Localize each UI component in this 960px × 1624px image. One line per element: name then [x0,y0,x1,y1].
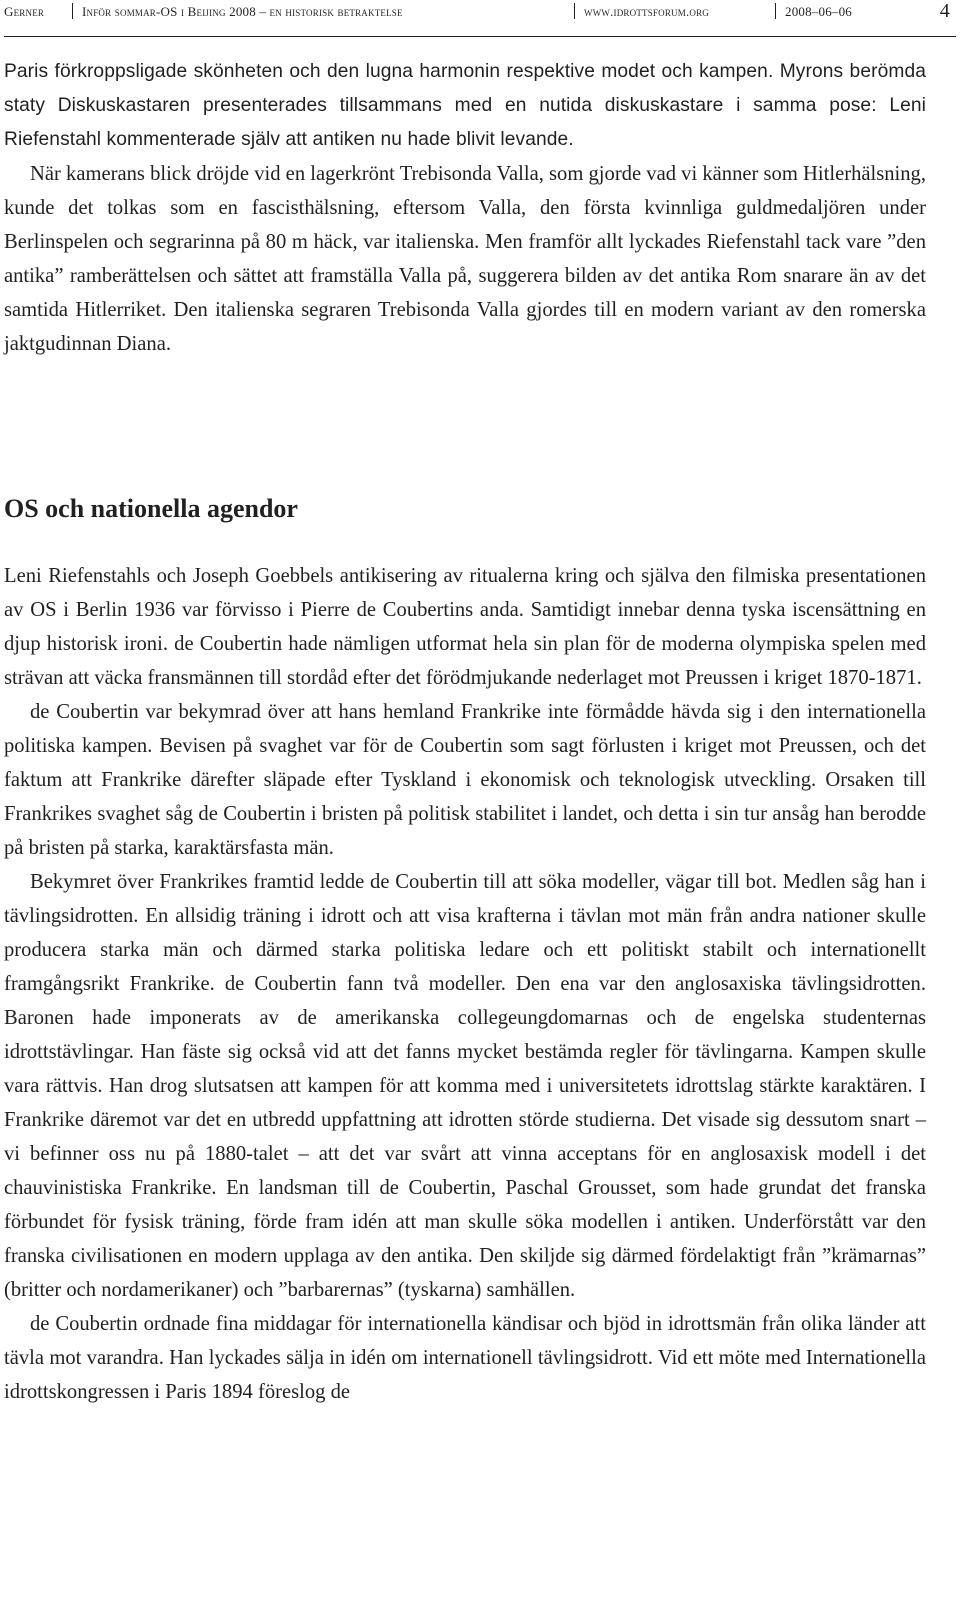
header-divider [72,3,73,19]
header-date: 2008–06–06 [785,4,852,19]
header-title: Inför sommar-OS i Beijing 2008 – en historisk betraktelse [82,4,403,19]
body-paragraph: de Coubertin ordnade fina middagar för internationella kändisar och bjöd in idrottsmän från olika länder att tävla mot varandra. Han lyckades sälja in idén om internationell tävlingsidrott. Vid ett möte med Internationella idrottskongressen i Paris 1894 föreslog de [4,1313,926,1403]
header-author: Gerner [4,4,45,19]
header-url: www.idrottsforum.org [584,4,709,19]
header-divider [574,3,575,19]
running-header [4,0,956,37]
page-number: 4 [939,0,950,22]
intro-paragraph: Paris förkroppsligade skönheten och den lugna harmonin respektive modet och kampen. Myrons berömda staty Diskuskastaren presenterades tillsammans med en nutida diskuskastare i samma pose: Leni Riefenstahl kommenterade själv att antiken nu hade blivit levande. [4,61,926,150]
intro-paragraph: När kamerans blick dröjde vid en lagerkrönt Trebisonda Valla, som gjorde vad vi känner som Hitlerhälsning, kunde det tolkas som en fascisthälsning, eftersom Valla, den första kvinnliga guldmedaljören under Berlinspelen och segrarinna på 80 m häck, var italienska. Men framför allt lyckades Riefenstahl tack vare ”den antika” ramberättelsen och sättet att framställa Valla på, suggerera bilden av det antika Rom snarare än av det samtida Hitlerriket. Den italienska segraren Trebisonda Valla gjordes till en modern variant av den romerska jaktgudinnan Diana. [4,163,926,355]
body-paragraph: Leni Riefenstahls och Joseph Goebbels antikisering av ritualerna kring och själva den filmiska presentationen av OS i Berlin 1936 var förvisso i Pierre de Coubertins anda. Samtidigt innebar denna tyska iscensättning en djup historisk ironi. de Coubertin hade nämligen utformat hela sin plan för de moderna olympiska spelen med strävan att väcka fransmännen till stordåd efter det förödmjukande nederlaget mot Preussen i kriget 1870-1871. [4,565,926,689]
header-divider [775,3,776,19]
section-heading: OS och nationella agendor [4,494,298,523]
section-body [4,559,926,1409]
intro-text [4,55,926,361]
body-paragraph: Bekymret över Frankrikes framtid ledde de Coubertin till att söka modeller, vägar till bot. Medlen såg han i tävlingsidrotten. En allsidig träning i idrott och att visa krafterna i tävlan mot män från andra nationer skulle producera starka män och därmed starka politiska ledare och ett politiskt stabilt och internationellt framgångsrikt Frankrike. de Coubertin fann två modeller. Den ena var den anglosaxiska tävlingsidrotten. Baronen hade imponerats av de amerikanska collegeungdomarnas och de engelska studenternas idrottstävlingar. Han fäste sig också vid att det fanns mycket bestämda regler för tävlingarna. Kampen skulle vara rättvis. Han drog slutsatsen att kampen för att komma med i universitetets idrottslag stärkte karaktären. I Frankrike däremot var det en utbredd uppfattning att idrotten störde studierna. Det visade sig dessutom snart – vi befinner oss nu på 1880-talet – att det var svårt att vinna acceptans för en anglosaxisk modell i det chauvinistiska Frankrike. En landsman till de Coubertin, Paschal Grousset, som hade grundat det franska förbundet för fysisk träning, förde fram idén att man skulle söka modellen i antiken. Underförstått var den franska civilisationen en modern upplaga av den antika. Den skiljde sig därmed fördelaktigt från ”krämarnas” (britter och nordamerikaner) och ”barbarernas” (tyskarna) samhällen. [4,871,926,1301]
body-paragraph: de Coubertin var bekymrad över att hans hemland Frankrike inte förmådde hävda sig i den internationella politiska kampen. Bevisen på svaghet var för de Coubertin som sagt förlusten i kriget mot Preussen, och det faktum att Frankrike därefter släpade efter Tyskland i ekonomisk och teknologisk utveckling. Orsaken till Frankrikes svaghet såg de Coubertin i bristen på politisk stabilitet i landet, och detta i sin tur ansåg han berodde på bristen på starka, karaktärsfasta män. [4,701,926,859]
